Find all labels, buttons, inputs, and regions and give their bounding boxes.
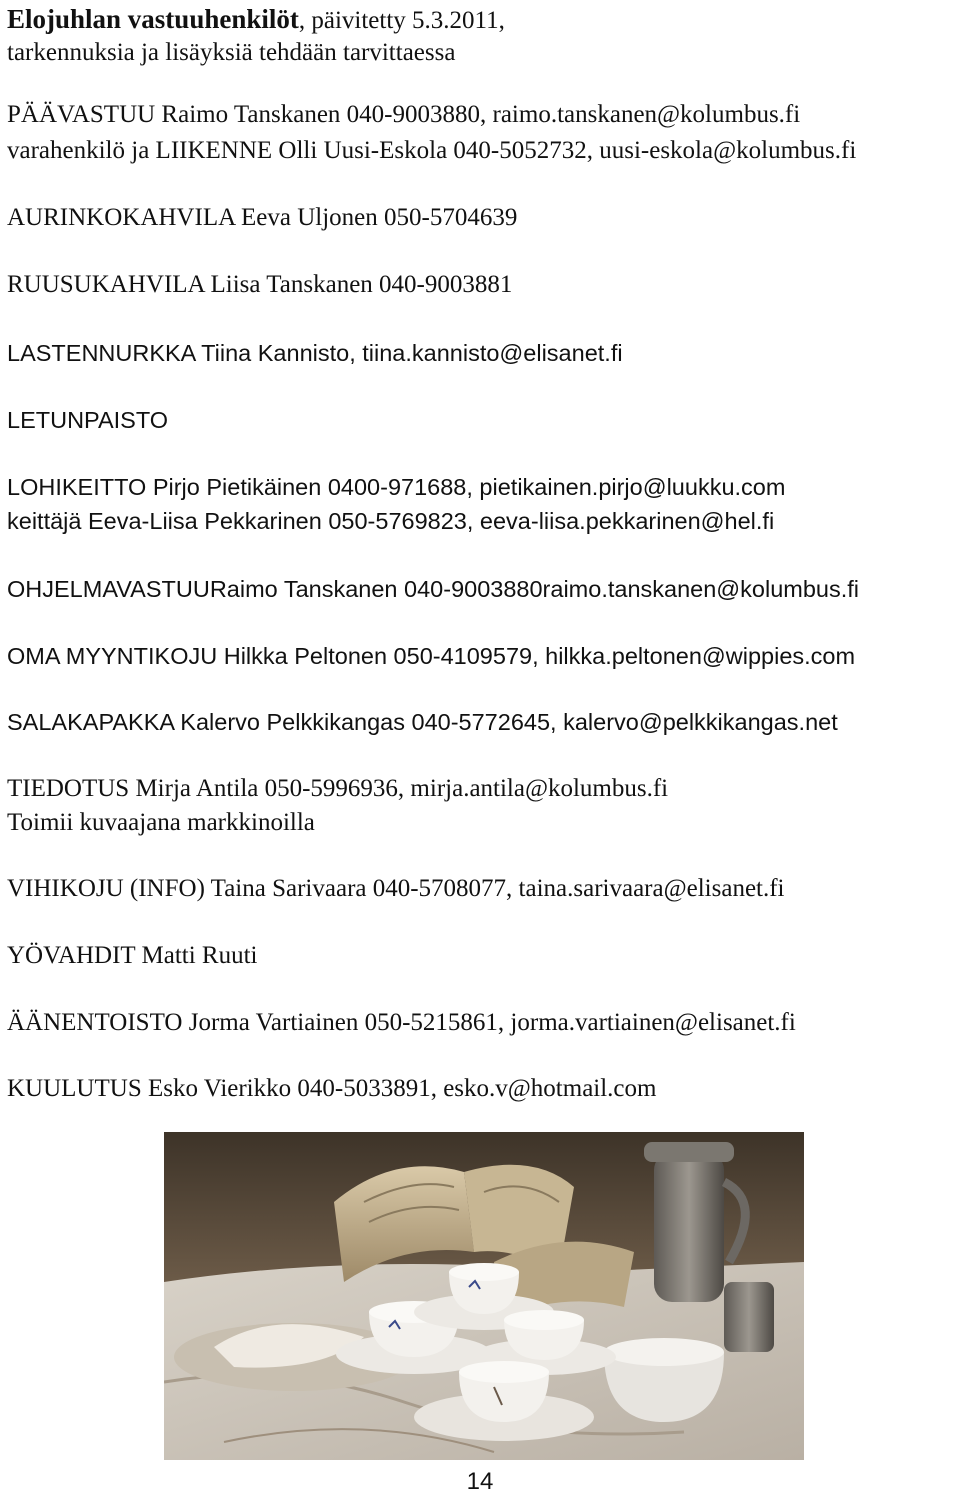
contact-line: YÖVAHDIT Matti Ruuti — [7, 942, 258, 969]
header-title-line — [7, 4, 505, 36]
header-subtitle: tarkennuksia ja lisäyksiä tehdään tarvittaessa — [7, 39, 456, 66]
contact-line: VIHIKOJU (INFO) Taina Sarivaara 040-5708077, taina.sarivaara@elisanet.fi — [7, 875, 785, 902]
contact-line: RUUSUKAHVILA Liisa Tanskanen 040-9003881 — [7, 271, 513, 298]
contact-line: keittäjä Eeva-Liisa Pekkarinen 050-5769823, eeva-liisa.pekkarinen@hel.fi — [7, 508, 775, 534]
contact-line: PÄÄVASTUU Raimo Tanskanen 040-9003880, raimo.tanskanen@kolumbus.fi — [7, 101, 801, 128]
contact-line: varahenkilö ja LIIKENNE Olli Uusi-Eskola 040-5052732, uusi-eskola@kolumbus.fi — [7, 137, 857, 164]
contact-line: LASTENNURKKA Tiina Kannisto, tiina.kannisto@elisanet.fi — [7, 340, 623, 366]
update-date: , päivitetty 5.3.2011, — [298, 7, 505, 34]
contact-line: OHJELMAVASTUURaimo Tanskanen 040-9003880raimo.tanskanen@kolumbus.fi — [7, 576, 860, 602]
contact-line: LETUNPAISTO — [7, 407, 169, 433]
photo-illustration — [164, 1132, 804, 1460]
contact-line: SALAKAPAKKA Kalervo Pelkkikangas 040-5772645, kalervo@pelkkikangas.net — [7, 709, 838, 735]
contact-line: ÄÄNENTOISTO Jorma Vartiainen 050-5215861, jorma.vartiainen@elisanet.fi — [7, 1009, 796, 1036]
contact-line: LOHIKEITTO Pirjo Pietikäinen 0400-971688, pietikainen.pirjo@luukku.com — [7, 474, 786, 500]
contact-line: Toimii kuvaajana markkinoilla — [7, 809, 315, 836]
page-title: Elojuhlan vastuuhenkilöt — [7, 4, 299, 34]
contact-line: AURINKOKAHVILA Eeva Uljonen 050-5704639 — [7, 204, 518, 231]
table-setting-photo — [164, 1132, 804, 1460]
contact-line: TIEDOTUS Mirja Antila 050-5996936, mirja.antila@kolumbus.fi — [7, 775, 669, 802]
page-number: 14 — [466, 1468, 494, 1495]
contact-line: KUULUTUS Esko Vierikko 040-5033891, esko.v@hotmail.com — [7, 1075, 657, 1102]
contact-line: OMA MYYNTIKOJU Hilkka Peltonen 050-4109579, hilkka.peltonen@wippies.com — [7, 643, 856, 669]
